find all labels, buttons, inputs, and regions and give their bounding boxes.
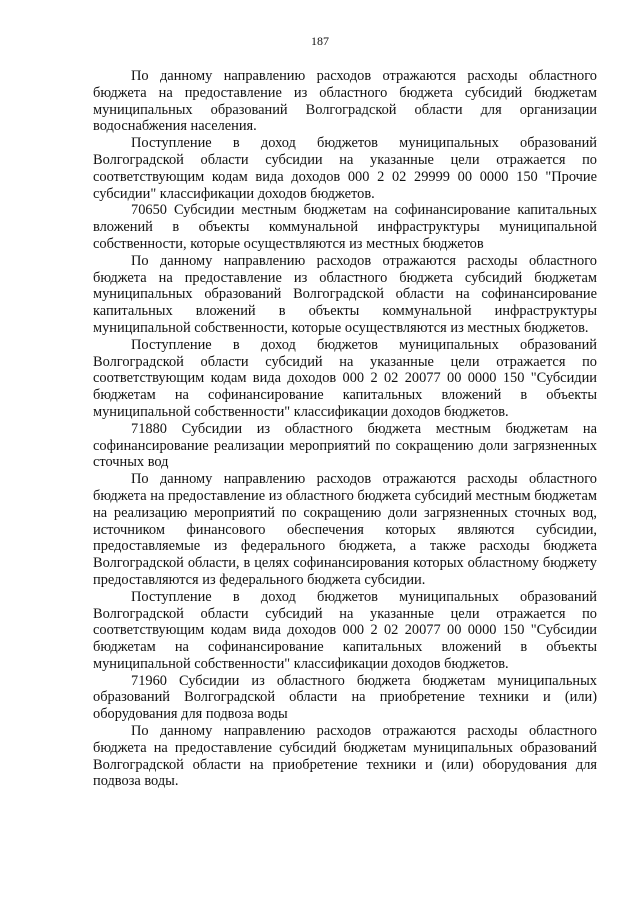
paragraph-8: Поступление в доход бюджетов муниципальных образований Волгоградской области субсидий на указанные цели отражается по соответствующим кодам вида доходов 000 2 02 20077 00 0000 150 "Субсидии бюджетам на софинансирование капитальных вложений в объекты муниципальной собственности" классификации доходов бюджетов.	[93, 588, 597, 672]
paragraph-7: По данному направлению расходов отражаются расходы областного бюджета на предоставление из областного бюджета субсидий местным бюджетам на реализацию мероприятий по сокращению доли загрязненных сточных вод, источником финансового обеспечения которых являются субсидии, предоставляемые из федерального бюджета, а также расходы бюджета Волгоградской области, в целях софинансирования которых областному бюджету предоставляются из федерального бюджета субсидии.	[93, 471, 597, 588]
paragraph-6: 71880 Субсидии из областного бюджета местным бюджетам на софинансирование реализации мероприятий по сокращению доли загрязненных сточных вод	[93, 420, 597, 471]
paragraph-4: По данному направлению расходов отражаются расходы областного бюджета на предоставление из областного бюджета субсидий бюджетам муниципальных образований Волгоградской области на софинансирование капитальных вложений в объекты коммунальной инфраструктуры муниципальной собственности, которые осуществляются из местных бюджетов.	[93, 252, 597, 336]
paragraph-9: 71960 Субсидии из областного бюджета бюджетам муниципальных образований Волгоградской области на приобретение техники и (или) оборудования для подвоза воды	[93, 672, 597, 723]
paragraph-1: По данному направлению расходов отражаются расходы областного бюджета на предоставление из областного бюджета субсидий бюджетам муниципальных образований Волгоградской области для организации водоснабжения населения.	[93, 68, 597, 135]
paragraph-5: Поступление в доход бюджетов муниципальных образований Волгоградской области субсидий на указанные цели отражается по соответствующим кодам вида доходов 000 2 02 20077 00 0000 150 "Субсидии бюджетам на софинансирование капитальных вложений в объекты муниципальной собственности" классификации доходов бюджетов.	[93, 336, 597, 420]
document-body	[93, 68, 597, 790]
paragraph-10: По данному направлению расходов отражаются расходы областного бюджета на предоставление субсидий бюджетам муниципальных образований Волгоградской области на приобретение техники и (или) оборудования для подвоза воды.	[93, 723, 597, 790]
page-number: 187	[311, 34, 329, 48]
paragraph-3: 70650 Субсидии местным бюджетам на софинансирование капитальных вложений в объекты коммунальной инфраструктуры муниципальной собственности, которые осуществляются из местных бюджетов	[93, 202, 597, 252]
paragraph-2: Поступление в доход бюджетов муниципальных образований Волгоградской области субсидии на указанные цели отражается по соответствующим кодам вида доходов 000 2 02 29999 00 0000 150 "Прочие субсидии" классификации доходов бюджетов.	[93, 135, 597, 202]
